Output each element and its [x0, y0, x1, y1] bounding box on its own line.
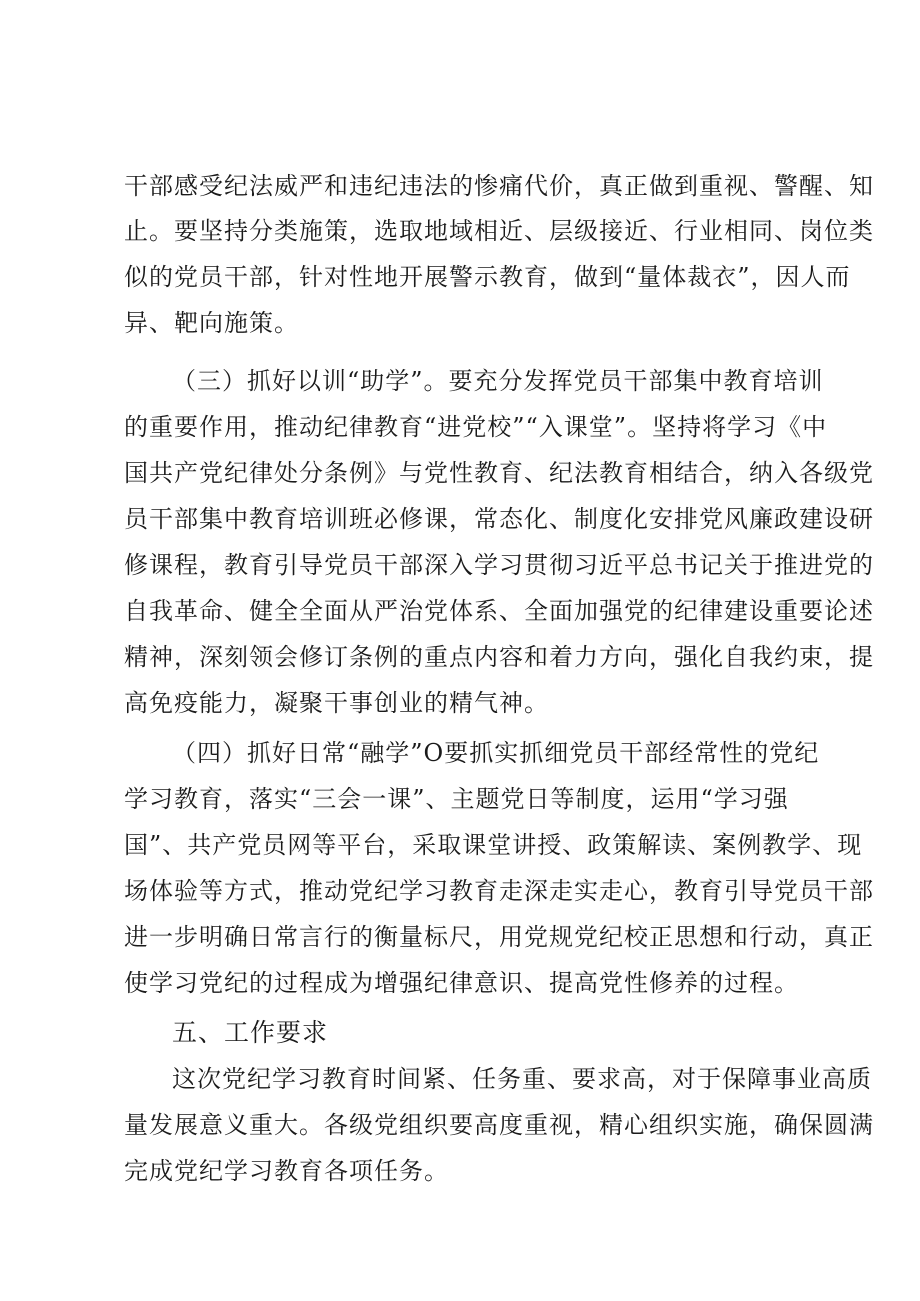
text-line: 的重要作用，推动纪律教育“进党校”“入课堂”。坚持将学习《中 [124, 413, 828, 441]
text-line: 场体验等方式，推动党纪学习教育走深走实走心，教育引导党员干部 [124, 877, 874, 905]
paragraph-line: （四）抓好日常“融学”O要抓实抓细党员干部经常性的党纪 [172, 739, 820, 767]
text-line: 止。要坚持分类施策，选取地域相近、层级接近、行业相同、岗位类 [124, 217, 874, 245]
text-line: 似的党员干部，针对性地开展警示教育，做到“量体裁衣”，因人而 [124, 263, 851, 291]
text-line: 自我革命、健全全面从严治党体系、全面加强党的纪律建设重要论述 [124, 597, 874, 625]
text-line: 国共产党纪律处分条例》与党性教育、纪法教育相结合，纳入各级党 [124, 459, 874, 487]
text-line: 精神，深刻领会修订条例的重点内容和着力方向，强化自我约束，提 [124, 643, 874, 671]
paragraph-line: （三）抓好以训“助学”。要充分发挥党员干部集中教育培训 [172, 367, 824, 395]
text-line: 高免疫能力，凝聚干事创业的精气神。 [124, 689, 549, 717]
section-heading: 五、工作要求 [172, 1018, 329, 1047]
text-line: 员干部集中教育培训班必修课，常态化、制度化安排党风廉政建设研 [124, 505, 874, 533]
text-line: 学习教育，落实“三会一课”、主题党日等制度，运用“学习强 [124, 785, 789, 813]
text-line: 量发展意义重大。各级党组织要高度重视，精心组织实施，确保圆满 [124, 1111, 874, 1139]
text-line: 完成党纪学习教育各项任务。 [124, 1157, 449, 1185]
text-line: 使学习党纪的过程成为增强纪律意识、提高党性修养的过程。 [124, 969, 799, 997]
text-line: 国”、共产党员网等平台，采取课堂讲授、政策解读、案例教学、现 [124, 831, 863, 859]
text-line: 修课程，教育引导党员干部深入学习贯彻习近平总书记关于推进党的 [124, 551, 874, 579]
text-line: 进一步明确日常言行的衡量标尺，用党规党纪校正思想和行动，真正 [124, 923, 874, 951]
text-line: 干部感受纪法威严和违纪违法的惨痛代价，真正做到重视、警醒、知 [124, 172, 874, 200]
paragraph-line: 这次党纪学习教育时间紧、任务重、要求高，对于保障事业高质 [172, 1065, 872, 1093]
text-line: 异、靶向施策。 [124, 309, 299, 337]
